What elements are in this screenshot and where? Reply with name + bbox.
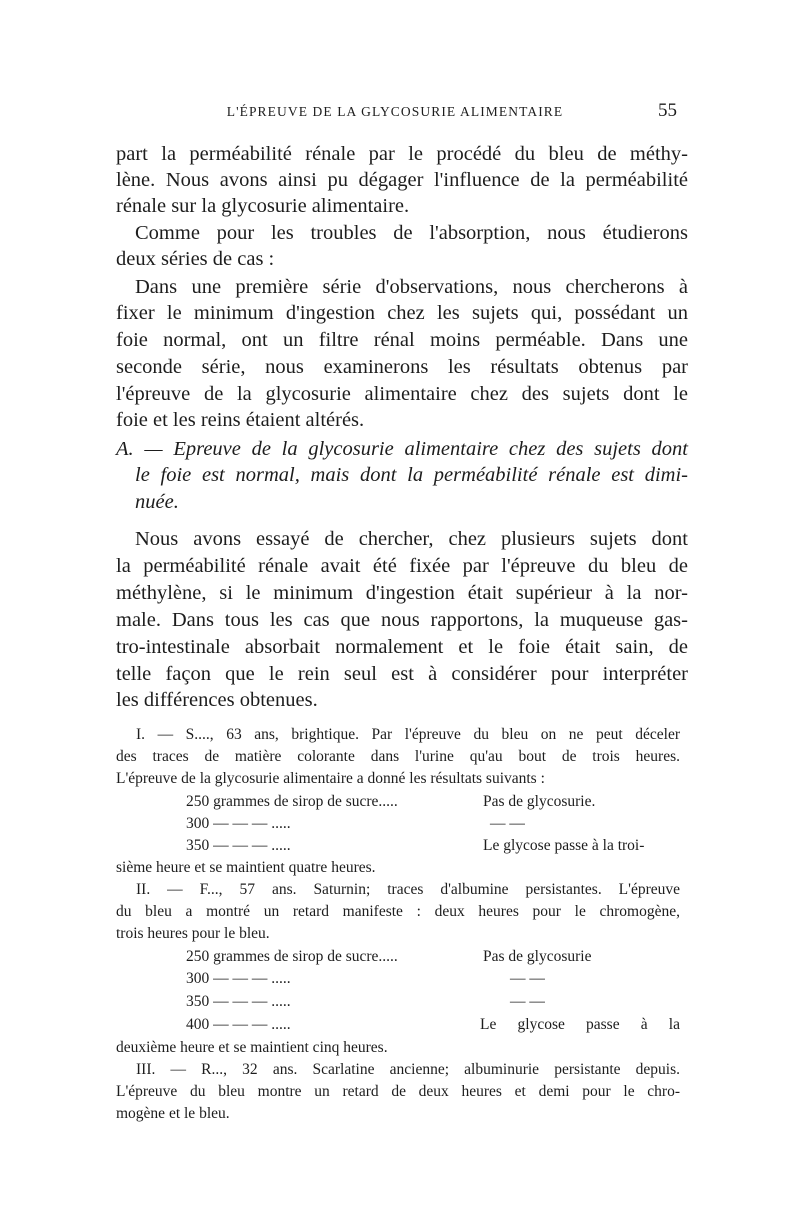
text-line: part la perméabilité rénale par le procédé du bleu de méthy-: [116, 143, 688, 165]
running-title: L'ÉPREUVE DE LA GLYCOSURIE ALIMENTAIRE: [226, 104, 564, 119]
result-row-dose: 300 — — — .....: [186, 815, 291, 832]
text-line: telle façon que le rein seul est à considérer pour interpréter: [116, 663, 688, 685]
result-row-outcome: — —: [510, 970, 545, 987]
text-line: Comme pour les troubles de l'absorption, nous étudierons: [135, 222, 688, 244]
text-line: fixer le minimum d'ingestion chez les sujets qui, possédant un: [116, 302, 688, 324]
text-line: II. — F..., 57 ans. Saturnin; traces d'albumine persistantes. L'épreuve: [136, 881, 680, 898]
text-line: foie et les reins étaient altérés.: [116, 409, 365, 431]
text-line: du bleu a montré un retard manifeste : deux heures pour le chromogène,: [116, 903, 680, 920]
page-number: 55: [658, 100, 677, 121]
result-row-dose: 250 grammes de sirop de sucre.....: [186, 948, 398, 965]
text-line: I. — S...., 63 ans, brightique. Par l'épreuve du bleu on ne peut déceler: [136, 726, 680, 743]
text-line: Nous avons essayé de chercher, chez plusieurs sujets dont: [135, 528, 688, 550]
text-line: méthylène, si le minimum d'ingestion était supérieur à la nor-: [116, 582, 688, 604]
result-row-outcome: Pas de glycosurie.: [483, 793, 596, 810]
text-line: Dans une première série d'observations, nous chercherons à: [135, 276, 688, 298]
text-line: foie normal, ont un filtre rénal moins perméable. Dans une: [116, 329, 688, 351]
result-row-dose: 350 — — — .....: [186, 993, 291, 1010]
text-line: A. — Epreuve de la glycosurie alimentaire chez des sujets dont: [116, 438, 688, 460]
result-row-outcome: — —: [510, 993, 545, 1010]
text-line: deuxième heure et se maintient cinq heures.: [116, 1039, 388, 1056]
text-line: les différences obtenues.: [116, 689, 318, 711]
text-line: lène. Nous avons ainsi pu dégager l'influence de la perméabilité: [116, 169, 688, 191]
text-line: des traces de matière colorante dans l'urine qu'au bout de trois heures.: [116, 748, 680, 765]
text-line: tro-intestinale absorbait normalement et le foie était sain, de: [116, 636, 688, 658]
text-line: le foie est normal, mais dont la perméabilité rénale est dimi-: [135, 464, 688, 486]
text-line: L'épreuve du bleu montre un retard de deux heures et demi pour le chro-: [116, 1083, 680, 1100]
text-line: seconde série, nous examinerons les résultats obtenus par: [116, 356, 688, 378]
result-row-outcome: Pas de glycosurie: [483, 948, 592, 965]
text-line: L'épreuve de la glycosurie alimentaire a donné les résultats suivants :: [116, 770, 545, 787]
text-line: trois heures pour le bleu.: [116, 925, 270, 942]
result-row-outcome: Le glycose passe à la: [480, 1016, 680, 1033]
result-row-dose: 250 grammes de sirop de sucre.....: [186, 793, 398, 810]
result-row-outcome: Le glycose passe à la troi-: [483, 837, 645, 854]
text-line: sième heure et se maintient quatre heures.: [116, 859, 376, 876]
text-line: nuée.: [135, 491, 179, 513]
text-line: la perméabilité rénale avait été fixée par l'épreuve du bleu de: [116, 555, 688, 577]
result-row-dose: 350 — — — .....: [186, 837, 291, 854]
result-row-dose: 300 — — — .....: [186, 970, 291, 987]
text-line: rénale sur la glycosurie alimentaire.: [116, 195, 410, 217]
text-line: l'épreuve de la glycosurie alimentaire chez des sujets dont le: [116, 383, 688, 405]
text-line: male. Dans tous les cas que nous rapportons, la muqueuse gas-: [116, 609, 688, 631]
text-line: mogène et le bleu.: [116, 1105, 230, 1122]
text-line: III. — R..., 32 ans. Scarlatine ancienne; albuminurie persistante depuis.: [136, 1061, 680, 1078]
text-line: deux séries de cas :: [116, 248, 275, 270]
result-row-dose: 400 — — — .....: [186, 1016, 291, 1033]
result-row-outcome: — —: [490, 815, 525, 832]
